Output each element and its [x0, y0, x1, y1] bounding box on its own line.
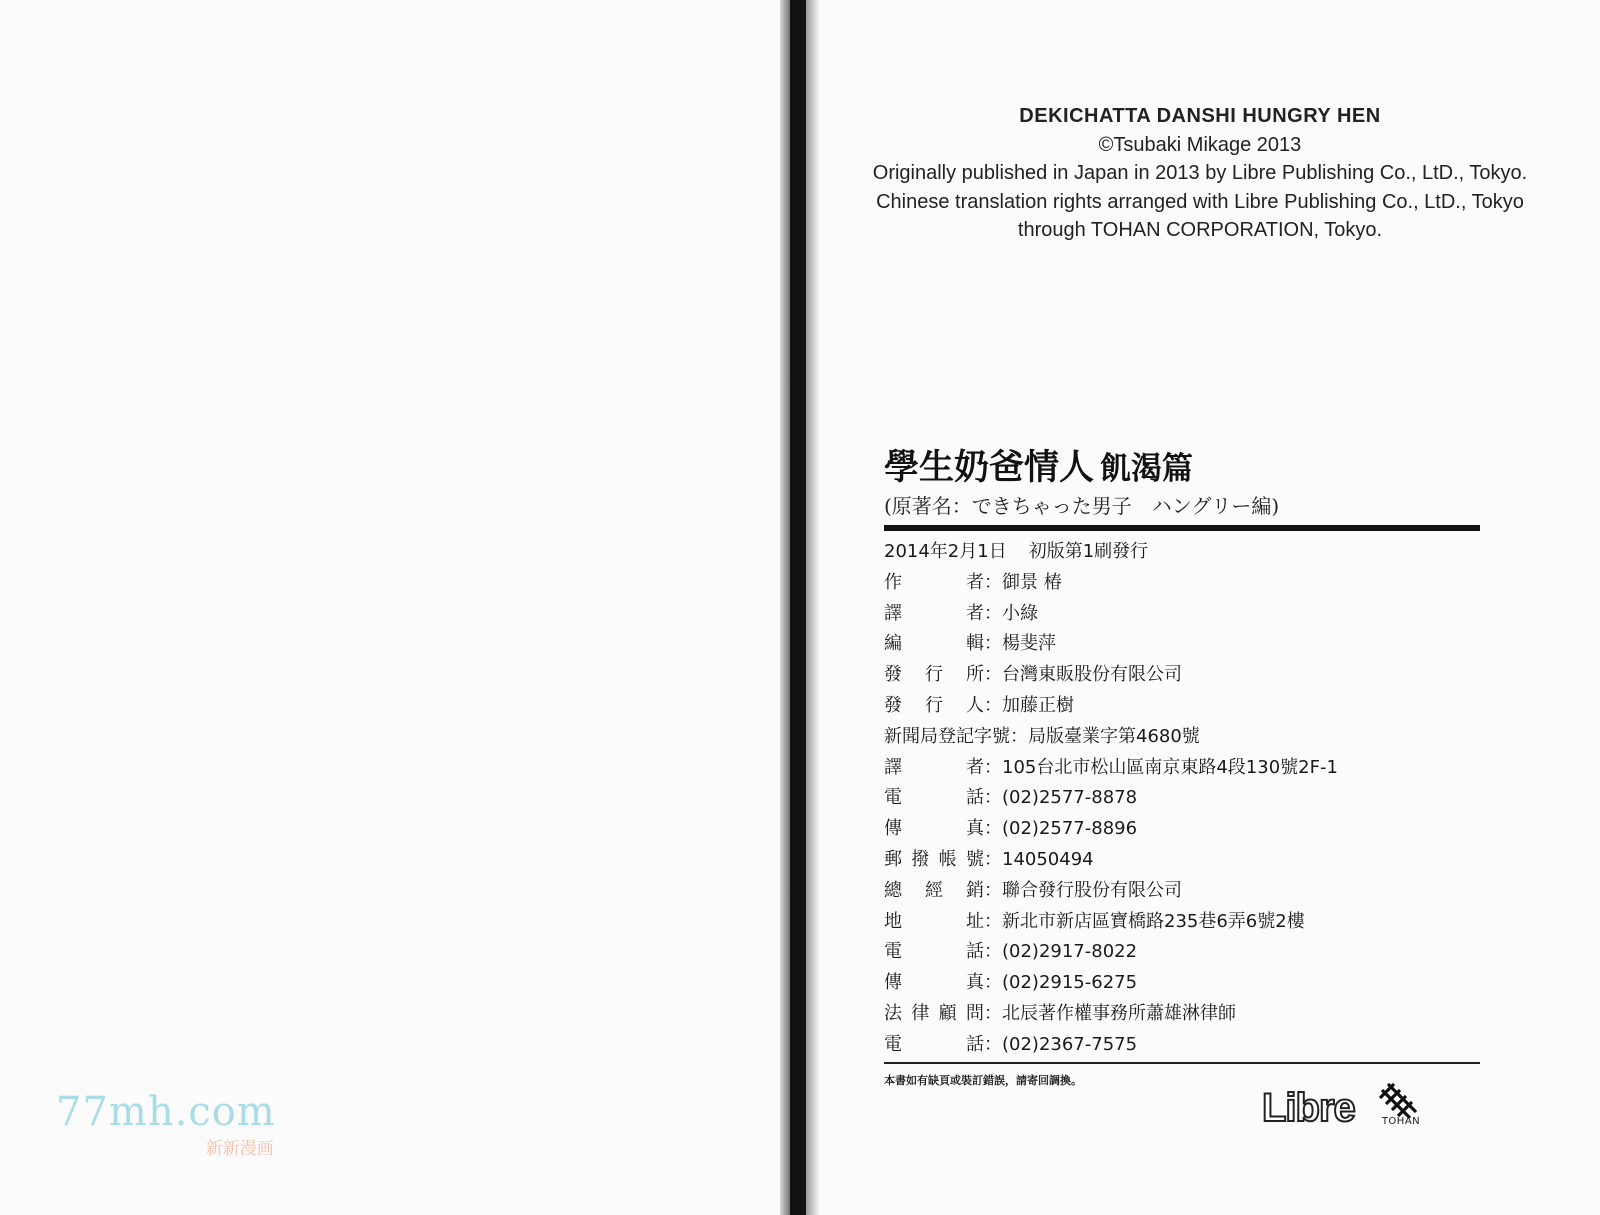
book-title: [884, 440, 1193, 490]
colophon-label: 電話: [884, 941, 984, 963]
edition-date: 2014年2月1日: [884, 541, 1007, 562]
colophon-row: 電話 ： (02)2917-8022: [884, 937, 1484, 968]
libre-logo: Libre: [1262, 1086, 1355, 1130]
colophon-value: (02)2915-6275: [1002, 972, 1138, 994]
colophon-label: 法律顧問: [884, 1002, 984, 1024]
colophon-value: 楊斐萍: [1002, 633, 1056, 655]
copyright-line: Originally published in Japan in 2013 by Libre Publishing Co., LtD., Tokyo.: [872, 162, 1528, 184]
colophon-label: 發行所: [884, 664, 984, 686]
colophon-label: 新聞局登記字號: [884, 725, 1010, 747]
colophon-label: 作者: [884, 571, 984, 593]
colophon-row: 譯者 ： 105台北市松山區南京東路4段130號2F-1: [884, 753, 1484, 784]
left-page: [0, 0, 790, 1215]
colophon-value: 御景 椿: [1002, 571, 1062, 593]
colophon-label: 譯者: [884, 602, 984, 624]
colophon-row: 譯者 ： 小綠: [884, 599, 1484, 630]
colophon-row: 作者 ： 御景 椿: [884, 568, 1484, 599]
colophon-label: 傳真: [884, 972, 984, 994]
colophon-value: 聯合發行股份有限公司: [1002, 879, 1182, 901]
colophon-row: 電話 ： (02)2577-8878: [884, 783, 1484, 814]
colophon-label: 傳真: [884, 818, 984, 840]
defect-notice: 本書如有缺頁或裝訂錯誤，請寄回調換。: [884, 1074, 1082, 1087]
copyright-line: Chinese translation rights arranged with Libre Publishing Co., LtD., Tokyo: [876, 190, 1524, 213]
edition-printing: 初版第1刷發行: [1028, 541, 1149, 562]
colophon-value: (02)2917-8022: [1002, 941, 1138, 963]
colophon-row: 郵撥帳號 ： 14050494: [884, 845, 1484, 876]
original-title: (原著名：できちゃった男子 ハングリー編): [884, 494, 1280, 518]
colophon-row: 發行所 ： 台灣東販股份有限公司: [884, 660, 1484, 691]
colophon-value: 小綠: [1002, 602, 1038, 624]
colophon-label: 地址: [884, 910, 984, 932]
colophon-label: 發行人: [884, 694, 984, 716]
colophon-label: 電話: [884, 787, 984, 809]
colophon-value: 105台北市松山區南京東路4段130號2F-1: [1002, 756, 1338, 778]
original-romanized-title: DEKICHATTA DANSHI HUNGRY HEN: [1019, 105, 1381, 127]
colophon-row: 傳真 ： (02)2915-6275: [884, 968, 1484, 999]
colophon-value: 加藤正樹: [1002, 694, 1074, 716]
colophon-value: 北辰著作權事務所蕭雄淋律師: [1002, 1002, 1236, 1024]
colophon-value: (02)2367-7575: [1002, 1033, 1138, 1055]
colophon-value: 台灣東販股份有限公司: [1002, 664, 1182, 686]
colophon: [884, 537, 1484, 1061]
book-title-subtitle: 飢渴篇: [1100, 451, 1194, 487]
title-rule: [884, 525, 1480, 531]
colophon-row: 傳真 ： (02)2577-8896: [884, 814, 1484, 845]
colophon-row: 編輯 ： 楊斐萍: [884, 629, 1484, 660]
book-title-main: 學生奶爸情人: [884, 448, 1095, 488]
book-spine: [790, 0, 806, 1215]
colophon-label: 總經銷: [884, 879, 984, 901]
colophon-row: 發行人 ： 加藤正樹: [884, 691, 1484, 722]
colophon-label: 電話: [884, 1033, 984, 1055]
colophon-value: (02)2577-8896: [1002, 818, 1138, 840]
footer-rule: [884, 1062, 1480, 1064]
colophon-label: 郵撥帳號: [884, 848, 984, 870]
copyright-line: ©Tsubaki Mikage 2013: [1098, 133, 1302, 156]
colophon-row: 總經銷 ： 聯合發行股份有限公司: [884, 876, 1484, 907]
colophon-label: 譯者: [884, 756, 984, 778]
right-page-gutter-shadow: [806, 0, 820, 1215]
colophon-row: 法律顧問 ： 北辰著作權事務所蕭雄淋律師: [884, 999, 1484, 1030]
colophon-row: 地址 ： 新北市新店區寶橋路235巷6弄6號2樓: [884, 907, 1484, 938]
copyright-block: [820, 102, 1580, 245]
colophon-value: 14050494: [1002, 848, 1094, 870]
tohan-logo-text: TOHAN: [1381, 1116, 1421, 1127]
copyright-line: through TOHAN CORPORATION, Tokyo.: [1017, 219, 1383, 241]
colophon-value: 新北市新店區寶橋路235巷6弄6號2樓: [1002, 910, 1305, 932]
watermark-caption: 新新漫画: [205, 1139, 274, 1159]
colophon-label: 編輯: [884, 633, 984, 655]
colophon-row: 新聞局登記字號 ： 局版臺業字第4680號: [884, 722, 1484, 753]
colophon-value: 局版臺業字第4680號: [1028, 725, 1200, 747]
colophon-row: 電話 ： (02)2367-7575: [884, 1030, 1484, 1061]
edition-line: [884, 537, 1484, 568]
site-watermark: [56, 1089, 276, 1159]
colophon-value: (02)2577-8878: [1002, 787, 1138, 809]
watermark-site: 77mh.com: [56, 1089, 276, 1135]
